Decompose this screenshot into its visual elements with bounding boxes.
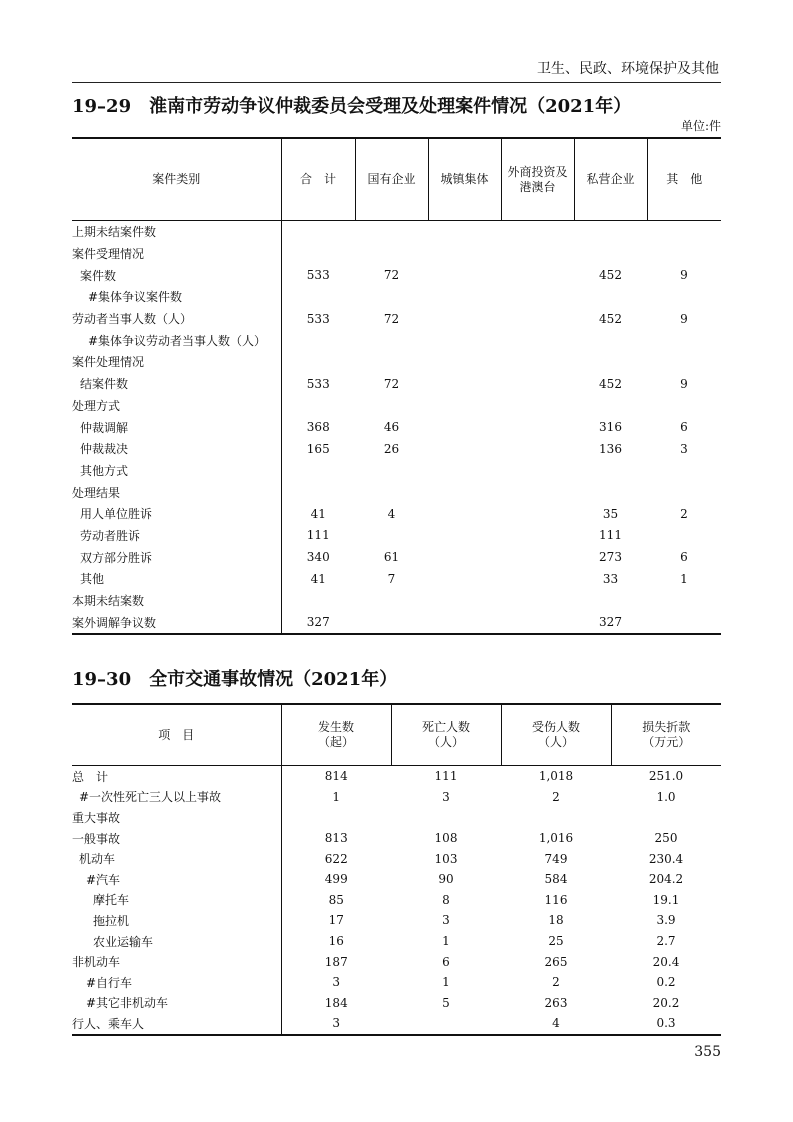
cell-value: 533 (281, 308, 355, 330)
cell-value (428, 243, 501, 265)
row-label: 上期未结案件数 (72, 225, 157, 240)
table-row (72, 438, 721, 460)
cell-value: 72 (383, 311, 400, 326)
cell-value (501, 438, 574, 460)
table-row (72, 993, 721, 1014)
table-row (72, 1013, 721, 1035)
cell-value: 1,018 (538, 769, 574, 784)
row-label: 处理方式 (72, 398, 121, 413)
cell-value: 533 (281, 264, 355, 286)
table1-col-state-owned: 国有企业 (355, 138, 428, 221)
cell-value (428, 568, 501, 590)
cell-value (501, 568, 574, 590)
cell-value: 368 (281, 416, 355, 438)
cell-value (501, 351, 574, 373)
cell-value: 452 (599, 311, 622, 326)
cell-value (501, 416, 574, 438)
cell-value (281, 395, 355, 417)
row-label: 结案件数 (80, 377, 129, 392)
table-row (72, 869, 721, 890)
table-row (72, 416, 721, 438)
cell-value (428, 373, 501, 395)
cell-value: 0.2 (656, 975, 676, 990)
row-label: #其它非机动车 (86, 996, 169, 1011)
cell-value: 41 (281, 568, 355, 590)
cell-value: 8 (442, 892, 450, 907)
row-label: 双方部分胜诉 (80, 550, 153, 565)
table-row (72, 951, 721, 972)
cell-value (281, 481, 355, 503)
cell-value: 72 (383, 268, 400, 283)
cell-value: 251.0 (648, 769, 684, 784)
table1-col-category: 案件类别 (72, 138, 281, 221)
table2-col-count: 发生数 （起） (281, 704, 391, 766)
cell-value: 327 (281, 611, 355, 634)
table-row (72, 395, 721, 417)
row-label: 摩托车 (93, 893, 130, 908)
row-label: 仲裁调解 (80, 420, 129, 435)
table1-title: 19–29 淮南市劳动争议仲裁委员会受理及处理案件情况（2021年） (72, 96, 632, 117)
cell-value: 6 (680, 550, 688, 565)
table-row (72, 848, 721, 869)
cell-value: 0.3 (611, 1013, 721, 1035)
table2-col-loss: 损失折款 （万元） (611, 704, 721, 766)
cell-value: 813 (281, 828, 391, 849)
cell-value (574, 243, 647, 265)
cell-value (281, 221, 355, 243)
row-label: 一般事故 (72, 831, 121, 846)
cell-value (647, 611, 721, 634)
table-row (72, 525, 721, 547)
cell-value (355, 286, 428, 308)
cell-value: 263 (544, 995, 568, 1010)
table1-col-foreign: 外商投资及港澳台 (501, 138, 574, 221)
table2-col-deaths: 死亡人数 （人） (391, 704, 501, 766)
cell-value (281, 590, 355, 612)
cell-value: 165 (281, 438, 355, 460)
cell-value: 18 (548, 913, 564, 928)
table-row (72, 481, 721, 503)
cell-value (501, 611, 574, 634)
cell-value: 265 (544, 954, 568, 969)
cell-value (355, 460, 428, 482)
cell-value (501, 373, 574, 395)
cell-value: 1.0 (656, 789, 676, 804)
row-label: 劳动者当事人数（人） (72, 312, 193, 327)
cell-value (501, 395, 574, 417)
cell-value (428, 286, 501, 308)
cell-value (501, 546, 574, 568)
row-label: 劳动者胜诉 (80, 528, 141, 543)
cell-value: 230.4 (648, 851, 684, 866)
table-row (72, 611, 721, 634)
cell-value (428, 503, 501, 525)
cell-value (281, 286, 355, 308)
cell-value: 327 (574, 611, 647, 634)
cell-value: 6 (680, 420, 688, 435)
cell-value: 103 (434, 851, 458, 866)
row-label: #集体争议劳动者当事人数（人） (88, 333, 267, 348)
cell-value (281, 807, 391, 828)
cell-value (428, 460, 501, 482)
cell-value: 1 (680, 571, 688, 586)
cell-value (391, 1013, 501, 1035)
cell-value: 6 (442, 954, 450, 969)
cell-value: 1 (281, 787, 391, 808)
cell-value: 90 (438, 872, 454, 887)
table2-header-row (72, 704, 721, 766)
row-label: 总 计 (72, 769, 109, 784)
cell-value: 108 (434, 831, 458, 846)
cell-value (428, 481, 501, 503)
cell-value (647, 221, 721, 243)
cell-value: 7 (387, 571, 396, 586)
cell-value (355, 243, 428, 265)
cell-value (501, 286, 574, 308)
table-row (72, 766, 721, 787)
cell-value (501, 243, 574, 265)
cell-value (647, 525, 721, 547)
cell-value (647, 286, 721, 308)
cell-value (501, 481, 574, 503)
cell-value: 3 (281, 972, 391, 993)
row-label: 其他方式 (80, 463, 129, 478)
row-label: 拖拉机 (93, 913, 130, 928)
cell-value: 1 (442, 975, 450, 990)
table2-title: 19–30 全市交通事故情况（2021年） (72, 669, 398, 690)
cell-value (501, 221, 574, 243)
cell-value: 584 (544, 872, 568, 887)
table-row (72, 286, 721, 308)
row-label: 案外调解争议数 (72, 611, 281, 634)
row-label: #一次性死亡三人以上事故 (79, 790, 222, 805)
table-row (72, 787, 721, 808)
cell-value (428, 395, 501, 417)
cell-value (428, 525, 501, 547)
cell-value: 3.9 (656, 913, 676, 928)
cell-value (501, 460, 574, 482)
cell-value (574, 460, 647, 482)
cell-value: 136 (599, 441, 622, 456)
table-row (72, 264, 721, 286)
table1-col-total: 合 计 (281, 138, 355, 221)
cell-value: 1 (442, 934, 450, 949)
cell-value: 3 (442, 913, 450, 928)
table2-col-item: 项 目 (72, 704, 281, 766)
cell-value (647, 329, 721, 351)
cell-value (574, 329, 647, 351)
cell-value: 3 (442, 789, 450, 804)
cell-value (574, 481, 647, 503)
cell-value (647, 481, 721, 503)
table-row (72, 243, 721, 265)
cell-value: 33 (602, 571, 619, 586)
cell-value (647, 395, 721, 417)
cell-value (501, 525, 574, 547)
cell-value (355, 221, 428, 243)
labor-dispute-table (72, 137, 721, 635)
table-row (72, 546, 721, 568)
table-row (72, 931, 721, 952)
cell-value: 4 (501, 1013, 611, 1035)
cell-value: 2 (552, 975, 560, 990)
row-label: #汽车 (86, 872, 121, 887)
cell-value: 749 (544, 851, 568, 866)
cell-value (501, 807, 611, 828)
cell-value (428, 221, 501, 243)
cell-value (574, 590, 647, 612)
cell-value (355, 611, 428, 634)
cell-value: 3 (281, 1013, 391, 1035)
row-label: 重大事故 (72, 810, 121, 825)
cell-value: 46 (383, 420, 400, 435)
cell-value: 41 (281, 503, 355, 525)
cell-value: 35 (602, 506, 619, 521)
cell-value (647, 590, 721, 612)
cell-value (501, 264, 574, 286)
cell-value: 2.7 (656, 934, 676, 949)
cell-value: 17 (281, 910, 391, 931)
cell-value: 20.4 (652, 954, 680, 969)
cell-value: 499 (281, 869, 391, 890)
table-row (72, 221, 721, 243)
row-label: 处理结果 (72, 485, 121, 500)
cell-value (428, 438, 501, 460)
cell-value (281, 243, 355, 265)
table-row (72, 568, 721, 590)
cell-value: 5 (442, 995, 450, 1010)
cell-value: 187 (281, 951, 391, 972)
cell-value: 9 (680, 268, 688, 283)
cell-value (428, 590, 501, 612)
cell-value: 20.2 (652, 995, 680, 1010)
cell-value: 2 (680, 506, 688, 521)
table-row (72, 590, 721, 612)
row-label: 案件数 (80, 268, 117, 283)
cell-value: 111 (434, 769, 458, 784)
cell-value (574, 395, 647, 417)
table-row (72, 373, 721, 395)
cell-value (501, 329, 574, 351)
table2-col-injuries: 受伤人数 （人） (501, 704, 611, 766)
cell-value: 61 (383, 550, 400, 565)
cell-value (428, 351, 501, 373)
cell-value: 116 (544, 892, 568, 907)
traffic-accident-table (72, 703, 721, 1036)
cell-value: 25 (548, 934, 564, 949)
cell-value: 111 (281, 525, 355, 547)
cell-value (428, 416, 501, 438)
cell-value (355, 351, 428, 373)
cell-value: 340 (281, 546, 355, 568)
row-label: 案件受理情况 (72, 247, 145, 262)
cell-value (611, 807, 721, 828)
cell-value: 72 (383, 376, 400, 391)
row-label: 案件处理情况 (72, 355, 145, 370)
cell-value (355, 525, 428, 547)
table-row (72, 460, 721, 482)
cell-value (501, 308, 574, 330)
row-label: 本期未结案数 (72, 594, 145, 609)
page-number: 355 (694, 1044, 721, 1060)
cell-value (428, 329, 501, 351)
header-rule (72, 82, 721, 83)
row-label: 非机动车 (72, 955, 121, 970)
cell-value: 452 (599, 268, 622, 283)
cell-value: 9 (680, 311, 688, 326)
cell-value (428, 264, 501, 286)
cell-value (574, 351, 647, 373)
cell-value: 316 (599, 420, 622, 435)
cell-value: 16 (281, 931, 391, 952)
table-row (72, 910, 721, 931)
row-label: 其他 (80, 572, 105, 587)
cell-value: 184 (281, 993, 391, 1014)
table1-col-other: 其 他 (647, 138, 721, 221)
cell-value: 19.1 (652, 892, 680, 907)
cell-value (647, 351, 721, 373)
cell-value (647, 243, 721, 265)
cell-value: 204.2 (648, 872, 684, 887)
cell-value: 85 (281, 890, 391, 911)
cell-value: 1,016 (538, 831, 574, 846)
row-label: 仲裁裁决 (80, 442, 129, 457)
cell-value (281, 460, 355, 482)
row-label: #集体争议案件数 (88, 290, 183, 305)
table-row (72, 890, 721, 911)
table-row (72, 972, 721, 993)
table-row (72, 807, 721, 828)
table1-header-row (72, 138, 721, 221)
cell-value (647, 460, 721, 482)
table1-unit: 单位:件 (680, 119, 721, 133)
row-label: 机动车 (79, 852, 116, 867)
cell-value (428, 546, 501, 568)
table-row (72, 828, 721, 849)
row-label: 用人单位胜诉 (80, 507, 153, 522)
cell-value (574, 286, 647, 308)
cell-value (355, 590, 428, 612)
row-label: #自行车 (86, 975, 133, 990)
row-label: 农业运输车 (93, 934, 154, 949)
row-label: 行人、乘车人 (72, 1013, 281, 1035)
cell-value: 452 (599, 376, 622, 391)
cell-value (428, 308, 501, 330)
cell-value (281, 329, 355, 351)
running-header: 卫生、民政、环境保护及其他 (537, 61, 719, 77)
cell-value: 4 (387, 506, 396, 521)
cell-value: 26 (383, 441, 400, 456)
cell-value: 250 (654, 831, 678, 846)
cell-value (428, 611, 501, 634)
cell-value: 111 (599, 528, 622, 543)
table-row (72, 329, 721, 351)
cell-value (355, 395, 428, 417)
table1-col-collective: 城镇集体 (428, 138, 501, 221)
cell-value: 9 (680, 376, 688, 391)
cell-value (281, 351, 355, 373)
cell-value (574, 221, 647, 243)
cell-value (501, 590, 574, 612)
cell-value: 533 (281, 373, 355, 395)
cell-value: 622 (281, 848, 391, 869)
table-row (72, 308, 721, 330)
cell-value: 2 (552, 789, 560, 804)
cell-value: 814 (281, 766, 391, 787)
table-row (72, 351, 721, 373)
cell-value: 273 (599, 550, 622, 565)
cell-value (501, 503, 574, 525)
cell-value (355, 481, 428, 503)
cell-value (355, 329, 428, 351)
cell-value (391, 807, 501, 828)
cell-value: 3 (680, 441, 688, 456)
table-row (72, 503, 721, 525)
table1-col-private: 私营企业 (574, 138, 647, 221)
